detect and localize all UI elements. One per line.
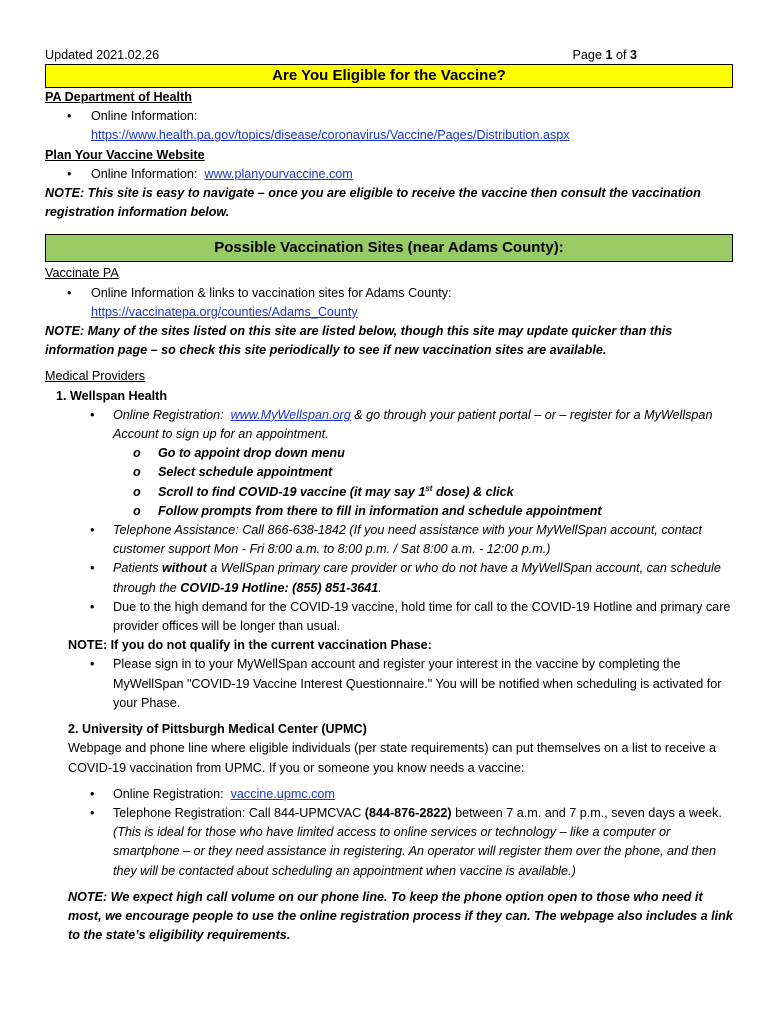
list-item: • Telephone Registration: Call 844-UPMCVAC (844-876-2822) between 7 a.m. and 7 p.m., seven days a week. (This is ideal for those who have limited access to online services or technology – like a computer or smartphone – or they need assistance in registering. An operator will register them over the phone, and then they will be contacted about scheduling an appointment when vaccine is available.) [90,805,722,878]
list-item: o Go to appoint drop down menu [45,444,733,463]
wellspan-heading: 1. Wellspan Health [56,388,168,403]
list-item: o Follow prompts from there to fill in information and schedule appointment [45,502,733,521]
list-item: • Telephone Assistance: Call 866-638-1842 (If you need assistance with your MyWellSpan account, contact customer support Mon - Fri 8:00 a.m. to 8:00 p.m. / Sat 8:00 a.m. - 12:00 p.m.) [90,523,702,557]
bullet-icon: • [90,786,95,801]
list-item: • Please sign in to your MyWellSpan account and register your interest in the vaccine by completing the MyWellSpan "COVID-19 Vaccine Interest Questionnaire." You will be notified when scheduling is activated for your Phase. [90,657,722,710]
medical-title: Medical Providers [45,369,146,384]
list-item: • Patients without a WellSpan primary care provider or who do not have a MyWellSpan account, can schedule through the COVID-19 Hotline: (855) 851-3641. [90,561,721,595]
circle-bullet-icon: o [133,465,141,480]
document-page [45,46,733,945]
page-header [45,46,733,64]
bullet-icon: • [90,805,95,820]
eligibility-banner: Are You Eligible for the Vaccine? [45,64,733,88]
upmc-intro: Webpage and phone line where eligible individuals (per state requirements) can put themselves on a list to receive a COVID-19 vaccination from UPMC. If you or someone you know needs a vaccine: [68,741,717,775]
wellspan-note: NOTE: If you do not qualify in the current vaccination Phase: [68,638,432,653]
circle-bullet-icon: o [133,503,141,518]
bullet-icon: • [90,523,95,538]
pa-doh-link[interactable]: https://www.health.pa.gov/topics/disease/coronavirus/Vaccine/Pages/Distribution.aspx [91,128,570,143]
upmc-link[interactable]: vaccine.upmc.com [230,786,335,801]
plan-note: NOTE: This site is easy to navigate – once you are eligible to receive the vaccine then consult the vaccination registration information below. [45,186,701,220]
page-number: Page 1 of 3 [572,48,637,62]
list-item: • Online Information & links to vaccination sites for Adams County: [45,284,733,303]
circle-bullet-icon: o [133,446,141,461]
plan-link[interactable]: www.planyourvaccine.com [204,166,353,181]
vaccinate-pa-link[interactable]: https://vaccinatepa.org/counties/Adams_County [91,304,358,319]
sites-banner: Possible Vaccination Sites (near Adams County): [45,234,733,262]
list-item: • Online Registration: www.MyWellspan.org & go through your patient portal – or – register for a MyWellspan Account to sign up for an appointment. [90,407,713,442]
list-item: • Online Registration: vaccine.upmc.com [45,785,733,804]
bullet-icon: • [90,407,95,422]
list-item: o Select schedule appointment [45,463,733,482]
upmc-heading: 2. University of Pittsburgh Medical Center (UPMC) [68,722,367,737]
list-item: • Online Information: www.planyourvaccine.com [45,165,733,184]
wellspan-link[interactable]: www.MyWellspan.org [230,407,351,422]
updated-date: Updated 2021.02.26 [45,48,160,62]
bullet-icon: • [90,599,95,614]
pa-doh-title: PA Department of Health [45,90,192,104]
circle-bullet-icon: o [133,484,141,499]
vaccinate-pa-title: Vaccinate PA [45,266,119,281]
bullet-icon: • [67,166,72,181]
bullet-icon: • [67,285,72,300]
list-item: o Scroll to find COVID-19 vaccine (it may say 1st dose) & click [45,483,733,502]
list-item: • Due to the high demand for the COVID-19 vaccine, hold time for call to the COVID-19 Hotline and primary care provider offices will be longer than usual. [90,599,731,634]
vaccinate-pa-note: NOTE: Many of the sites listed on this site are listed below, though this site may update quicker than this information page – so check this site periodically to see if new vaccination sites are available. [45,324,673,358]
bullet-icon: • [67,109,72,124]
bullet-icon: • [90,561,95,576]
upmc-note: NOTE: We expect high call volume on our phone line. To keep the phone option open to those who need it most, we encourage people to use the online registration process if they can. The webpage also includes a link to the state’s eligibility requirements. [68,889,733,943]
plan-title: Plan Your Vaccine Website [45,147,205,162]
list-item: • Online Information: [45,107,733,126]
bullet-icon: • [90,657,95,672]
